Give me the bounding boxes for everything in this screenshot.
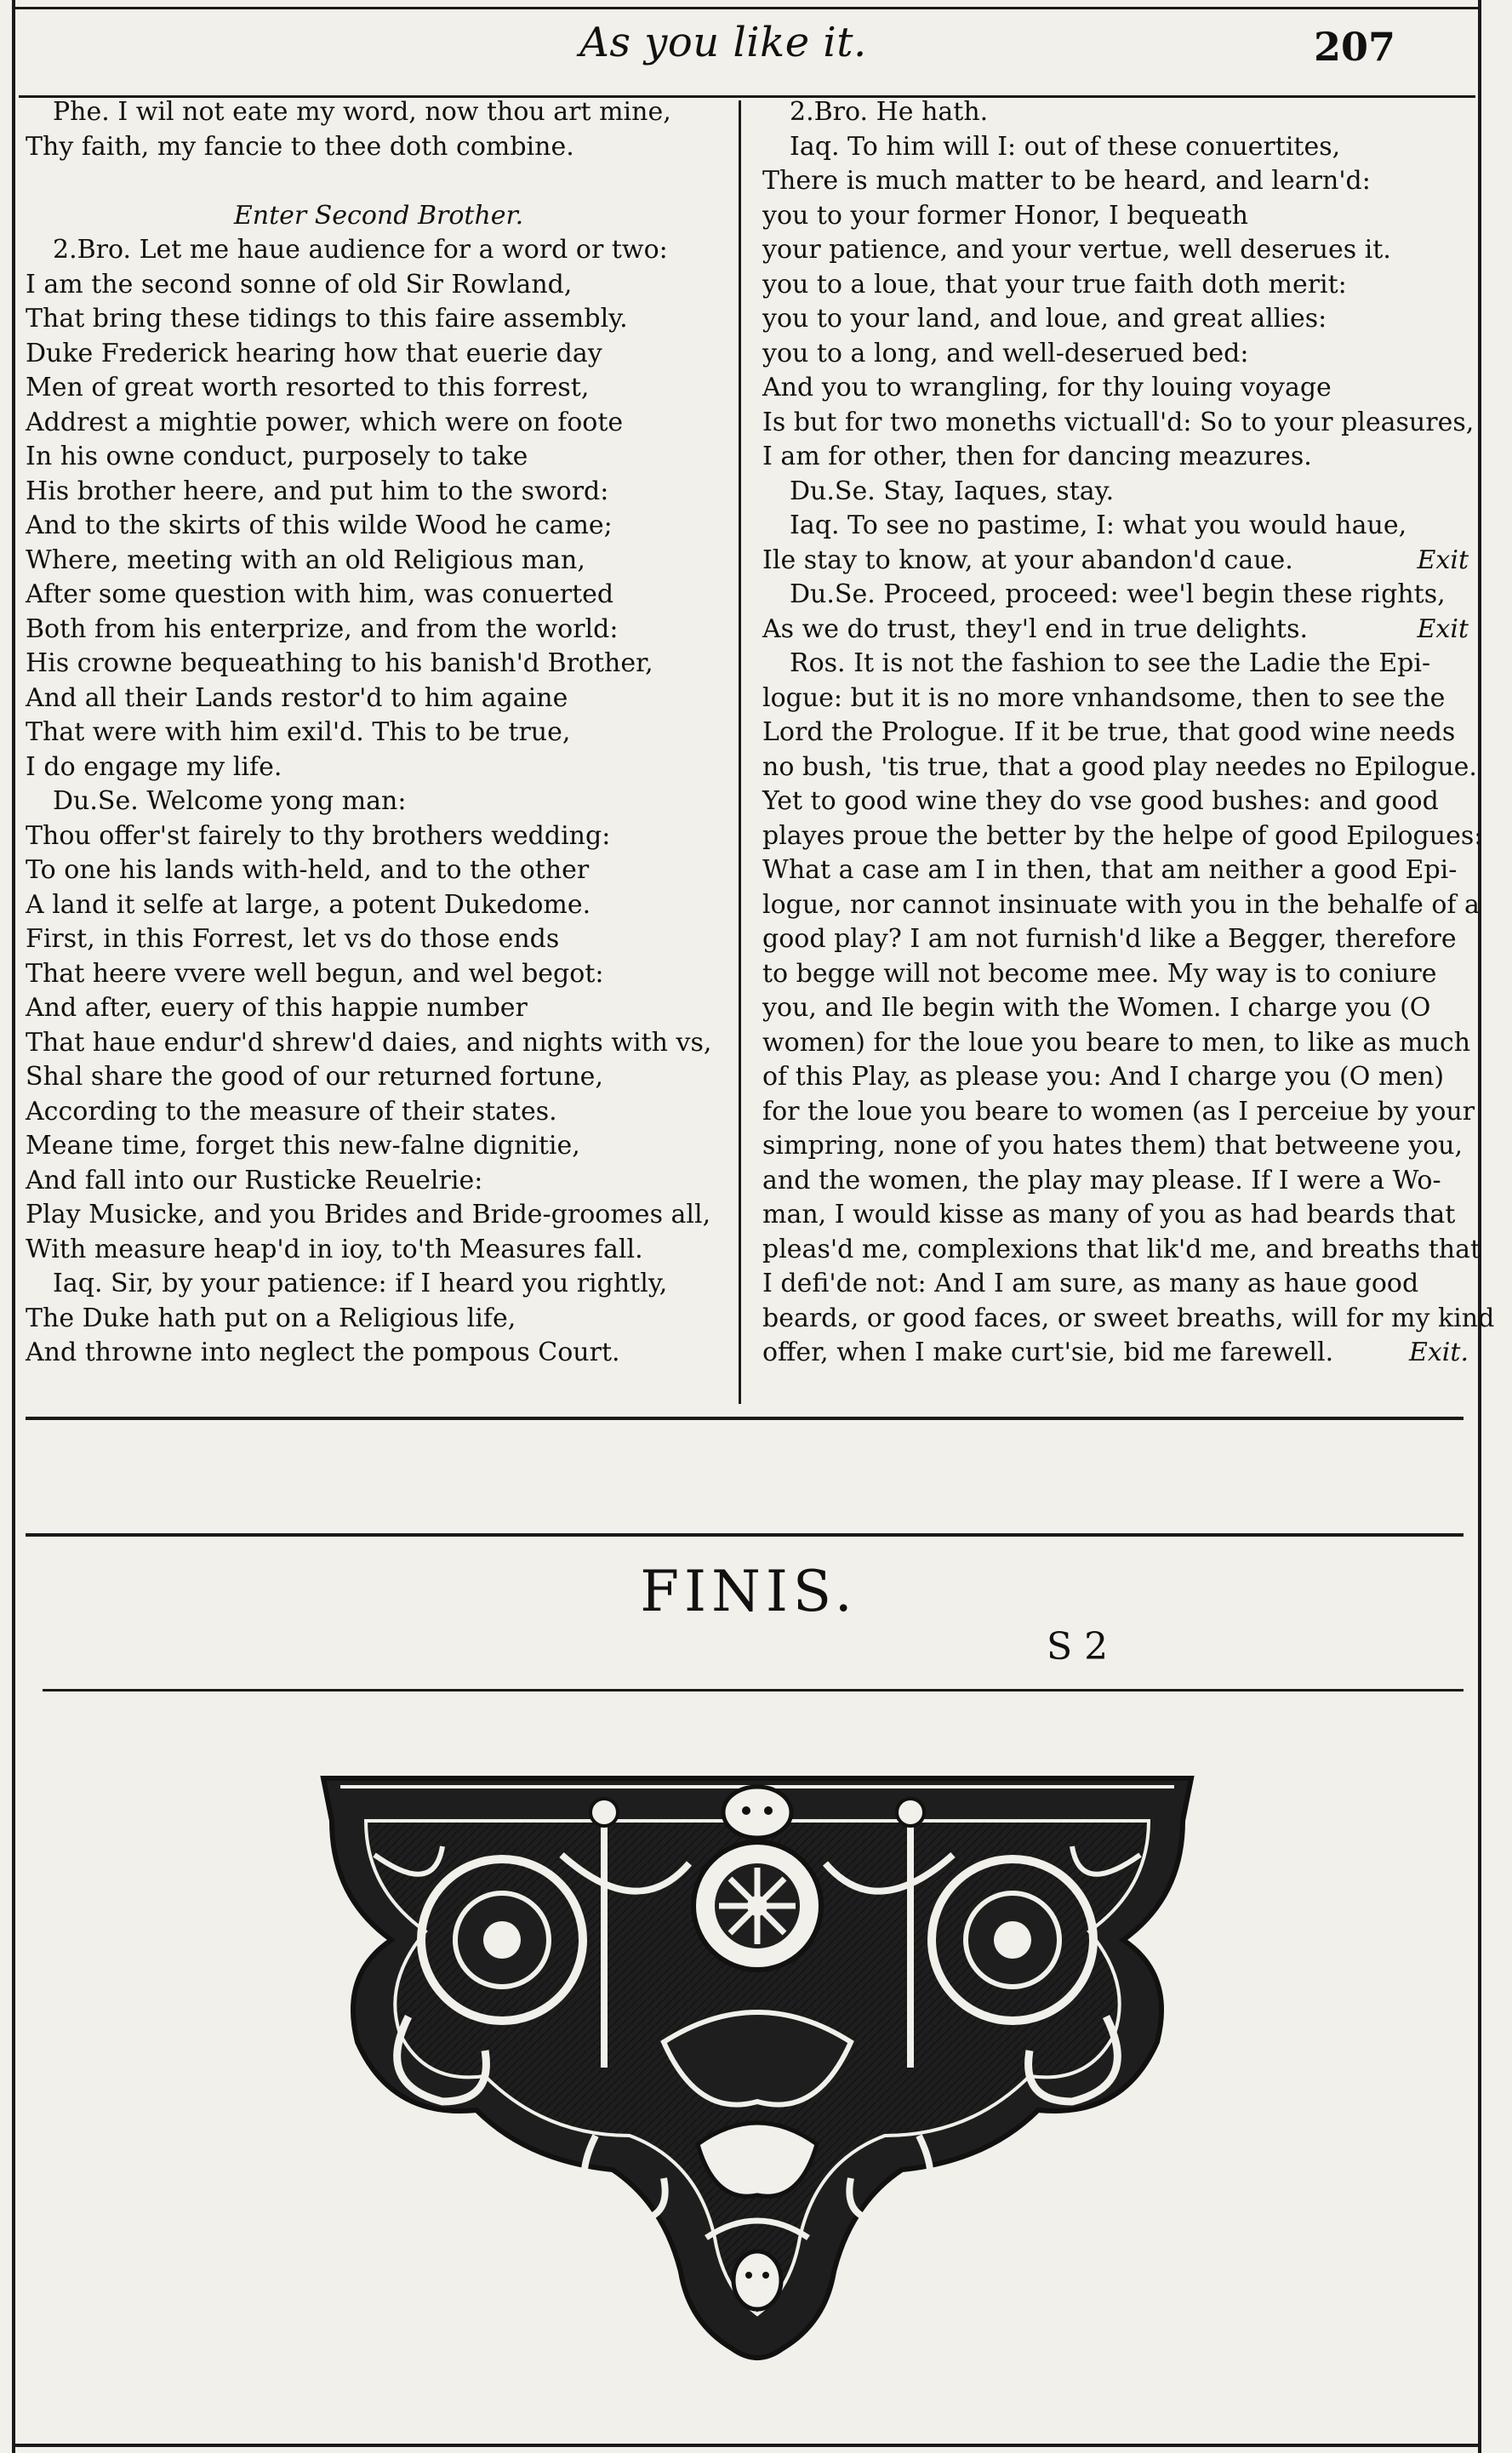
frame-right-rule [1478, 0, 1481, 2453]
verse-line [762, 302, 1469, 337]
line-text: Phe. I wil not eate my word, now thou art mine, [53, 97, 671, 127]
line-text: To one his lands with-held, and to the other [26, 855, 590, 885]
stage-direction [26, 199, 732, 234]
exit-direction: Exit [1417, 545, 1469, 575]
finis-top-rule [26, 1533, 1464, 1537]
verse-line [762, 1302, 1495, 1337]
line-text: And throwne into neglect the pompous Court. [26, 1338, 620, 1367]
verse-line [26, 1233, 732, 1268]
line-text: Men of great worth resorted to this forrest, [26, 373, 590, 402]
verse-line [762, 337, 1469, 372]
verse-line [26, 922, 732, 957]
line-text: you to your former Honor, I bequeath [762, 200, 1248, 231]
line-text: simpring, none of you hates them) that betweene you, [762, 1131, 1464, 1161]
blank-line [26, 164, 732, 199]
frame-bottom-rule [12, 2444, 1481, 2447]
line-text: Du.Se. Welcome yong man: [53, 786, 407, 816]
finis-bottom-rule [43, 1689, 1464, 1691]
verse-line [762, 1164, 1469, 1199]
line-text: According to the measure of their states. [26, 1096, 557, 1127]
line-text: The Duke hath put on a Religious life, [26, 1303, 516, 1333]
finis-heading: FINIS. [640, 1559, 858, 1624]
verse-line [26, 819, 732, 854]
line-text: I am for other, then for dancing meazures. [762, 442, 1312, 471]
line-text: Duke Frederick hearing how that euerie day [26, 338, 602, 368]
line-text: With measure heap'd in ioy, to'th Measures fall. [26, 1234, 643, 1264]
line-text: your patience, and your vertue, well deserues it. [762, 235, 1391, 265]
line-text: Ile stay to know, at your abandon'd caue. [762, 545, 1293, 575]
verse-line [26, 371, 732, 406]
verse-line [762, 922, 1469, 957]
verse-line [762, 544, 1469, 579]
verse-line [26, 302, 732, 337]
line-text: His brother heere, and put him to the sword: [26, 476, 609, 506]
column-divider [739, 100, 741, 1404]
line-text: and the women, the play may please. If I were a Wo- [762, 1165, 1441, 1195]
line-text: And fall into our Rusticke Reuelrie: [26, 1165, 483, 1195]
page-number: 207 [1313, 24, 1395, 70]
line-text: As we do trust, they'l end in true delights. [762, 613, 1309, 644]
line-text: Du.Se. Stay, Iaques, stay. [790, 476, 1115, 506]
signature-mark: S 2 [1047, 1625, 1109, 1669]
verse-line [762, 440, 1469, 475]
verse-line [762, 268, 1469, 303]
verse-line [762, 750, 1477, 785]
verse-line [762, 164, 1469, 199]
speech-line [762, 475, 1469, 510]
verse-line [26, 268, 732, 303]
line-text: What a case am I in then, that am neither a good Epi- [762, 855, 1458, 885]
line-text: Yet to good wine they do vse good bushes: and good [762, 786, 1439, 816]
line-text: I do engage my life. [26, 751, 282, 782]
exit-direction: Exit. [1408, 1338, 1469, 1367]
verse-line [762, 1060, 1469, 1095]
line-text: There is much matter to be heard, and learn'd: [762, 166, 1371, 196]
verse-line [762, 1198, 1469, 1233]
verse-line [26, 544, 732, 579]
speech-line [26, 95, 732, 130]
line-text: women) for the loue you beare to men, to like as much [762, 1027, 1471, 1058]
line-text: Is but for two moneths victuall'd: So to your pleasures, [762, 407, 1475, 437]
verse-line [762, 1129, 1469, 1164]
line-text: In his owne conduct, purposely to take [26, 442, 528, 471]
speech-line [762, 95, 1469, 130]
line-text: you, and Ile begin with the Women. I charge you (O [762, 993, 1431, 1023]
line-text: for the loue you beare to women (as I perceiue by your [762, 1096, 1475, 1127]
verse-line [26, 1302, 732, 1337]
verse-line [26, 991, 732, 1026]
verse-line [26, 1198, 732, 1233]
verse-line [762, 1267, 1469, 1302]
verse-line [762, 853, 1469, 888]
verse-line [762, 613, 1469, 647]
line-text: A land it selfe at large, a potent Dukedome. [26, 889, 591, 920]
line-text: First, in this Forrest, let vs do those ends [26, 924, 560, 954]
verse-line [26, 1164, 732, 1199]
line-text: Thou offer'st fairely to thy brothers wedding: [26, 820, 611, 851]
line-text: Thy faith, my fancie to thee doth combine. [26, 131, 574, 162]
line-text: 2.Bro. Let me haue audience for a word or two: [53, 235, 668, 265]
speech-line [762, 130, 1469, 165]
line-text: you to a long, and well-deserued bed: [762, 338, 1249, 368]
line-text: Both from his enterprize, and from the world: [26, 613, 619, 644]
verse-line [26, 853, 732, 888]
line-text: you to a loue, that your true faith doth merit: [762, 269, 1347, 299]
line-text: Where, meeting with an old Religious man, [26, 545, 585, 575]
line-text: I defi'de not: And I am sure, as many as haue good [762, 1269, 1419, 1298]
line-text: After some question with him, was conuerted [26, 579, 614, 609]
tailpiece-ornament [306, 1761, 1208, 2374]
frame-left-rule [12, 0, 15, 2453]
verse-line [26, 406, 732, 441]
verse-line [26, 613, 732, 647]
line-text: Du.Se. Proceed, proceed: wee'l begin these rights, [790, 579, 1446, 609]
line-text: Lord the Prologue. If it be true, that good wine needs [762, 717, 1456, 747]
verse-line [762, 957, 1469, 992]
line-text: And all their Lands restor'd to him againe [26, 682, 568, 713]
verse-line [26, 475, 732, 510]
left-text-column [26, 95, 732, 1371]
frame-top-rule [12, 7, 1481, 9]
line-text: no bush, 'tis true, that a good play needes no Epilogue. [762, 751, 1477, 782]
line-text: logue, nor cannot insinuate with you in the behalfe of a [762, 889, 1480, 920]
verse-line [762, 716, 1469, 750]
verse-line [762, 991, 1469, 1026]
verse-line [26, 440, 732, 475]
verse-line [762, 888, 1480, 923]
verse-line [26, 1026, 732, 1061]
verse-line [26, 1060, 732, 1095]
line-text: Ros. It is not the fashion to see the Ladie the Epi- [790, 648, 1431, 678]
line-text: His crowne bequeathing to his banish'd Brother, [26, 648, 653, 678]
verse-line [26, 716, 732, 750]
line-text: I am the second sonne of old Sir Rowland, [26, 269, 573, 299]
verse-line [762, 199, 1469, 234]
verse-line [26, 888, 732, 923]
verse-line [762, 682, 1469, 716]
speech-line [762, 578, 1469, 613]
speech-line [26, 784, 732, 819]
line-text: Iaq. Sir, by your patience: if I heard you rightly, [53, 1269, 668, 1298]
speech-line [762, 647, 1469, 682]
line-text: That haue endur'd shrew'd daies, and nights with vs, [26, 1027, 712, 1058]
line-text: of this Play, as please you: And I charge you (O men) [762, 1062, 1445, 1092]
verse-line [26, 509, 732, 544]
line-text: logue: but it is no more vnhandsome, then to see the [762, 682, 1446, 713]
verse-line [26, 130, 732, 165]
verse-line [762, 784, 1469, 819]
verse-line [26, 750, 732, 785]
line-text: you to your land, and loue, and great allies: [762, 304, 1327, 334]
verse-line [26, 337, 732, 372]
line-text: Play Musicke, and you Brides and Bride-groomes all, [26, 1200, 711, 1229]
line-text: That bring these tidings to this faire assembly. [26, 304, 628, 334]
exit-direction: Exit [1417, 613, 1469, 644]
line-text: Iaq. To see no pastime, I: what you would haue, [790, 511, 1407, 540]
right-text-column [762, 95, 1495, 1371]
line-text: And after, euery of this happie number [26, 993, 528, 1023]
verse-line [26, 1129, 732, 1164]
verse-line [26, 1095, 732, 1130]
verse-line [762, 371, 1469, 406]
verse-line [762, 1026, 1469, 1061]
line-text: playes proue the better by the helpe of good Epilogues: [762, 820, 1483, 851]
verse-line [762, 1233, 1481, 1268]
line-text: Addrest a mightie power, which were on foote [26, 407, 624, 437]
verse-line [762, 406, 1475, 441]
line-text: beards, or good faces, or sweet breaths, will for my kind [762, 1303, 1495, 1333]
line-text: And to the skirts of this wilde Wood he came; [26, 511, 613, 540]
text-end-rule [26, 1417, 1464, 1420]
line-text: to begge will not become mee. My way is to coniure [762, 958, 1437, 989]
line-text: Meane time, forget this new-falne dignitie, [26, 1131, 580, 1161]
line-text: That were with him exil'd. This to be true, [26, 717, 571, 747]
line-text: That heere vvere well begun, and wel begot: [26, 958, 604, 989]
verse-line [762, 233, 1469, 268]
verse-line [26, 682, 732, 716]
line-text: Shal share the good of our returned fortune, [26, 1062, 603, 1092]
line-text: good play? I am not furnish'd like a Begger, therefore [762, 924, 1457, 954]
verse-line [26, 1336, 732, 1371]
line-text: offer, when I make curt'sie, bid me farewell. [762, 1338, 1334, 1367]
verse-line [26, 647, 732, 682]
line-text: Iaq. To him will I: out of these conuertites, [790, 131, 1341, 162]
line-text: man, I would kisse as many of you as had beards that [762, 1200, 1456, 1229]
verse-line [26, 578, 732, 613]
speech-line [26, 1267, 732, 1302]
line-text: 2.Bro. He hath. [790, 97, 989, 127]
verse-line [26, 957, 732, 992]
line-text: Enter Second Brother. [233, 200, 524, 231]
verse-line [762, 1336, 1469, 1371]
speech-line [26, 233, 732, 268]
verse-line [762, 1095, 1475, 1130]
line-text: pleas'd me, complexions that lik'd me, and breaths that [762, 1234, 1481, 1264]
verse-line [762, 819, 1483, 854]
speech-line [762, 509, 1469, 544]
line-text: And you to wrangling, for thy louing voyage [762, 373, 1332, 402]
running-title: As you like it. [579, 19, 867, 66]
